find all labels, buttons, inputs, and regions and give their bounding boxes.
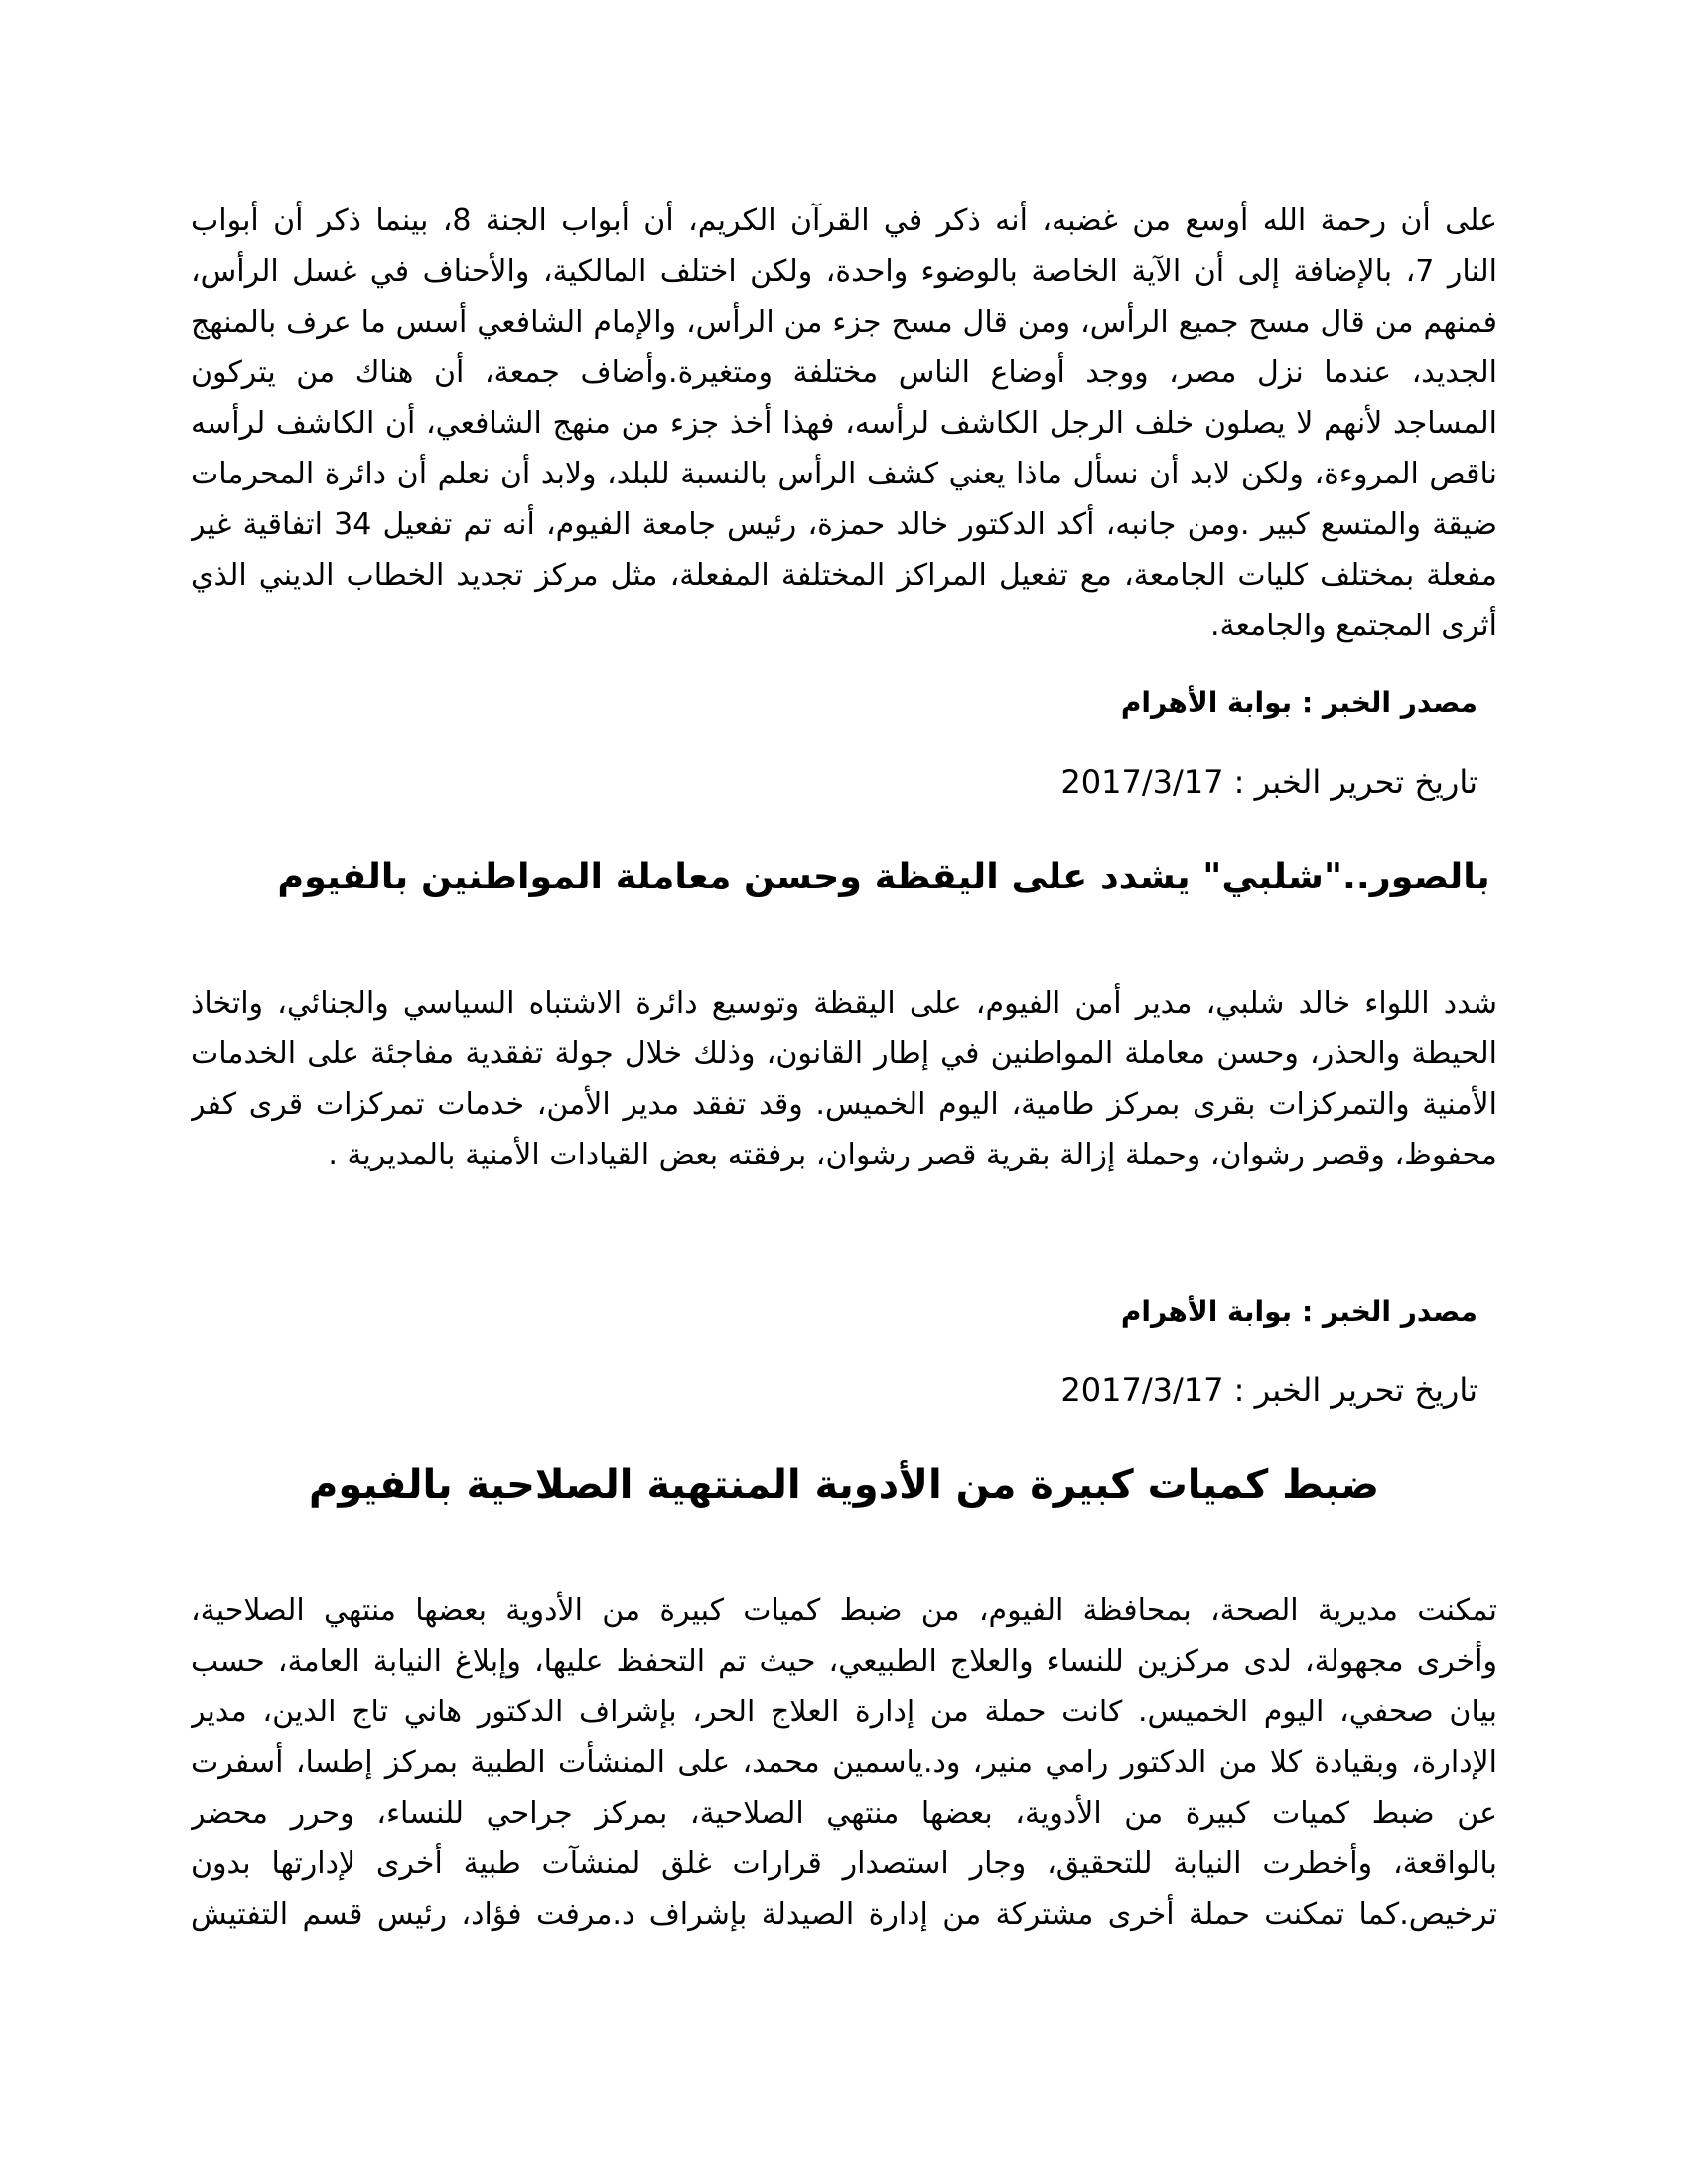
body-line: وأخرى مجهولة، لدى مركزين للنساء والعلاج الطبيعي، حيث تم التحفظ عليها، وإبلاغ النيابة العامة، حسب	[191, 1644, 1497, 1679]
body-line: فمنهم من قال مسح جميع الرأس، ومن قال مسح جزء من الرأس، والإمام الشافعي أسس ما عرف بالمنهج	[191, 305, 1497, 340]
body-line: عن ضبط كميات كبيرة من الأدوية، بعضها منتهي الصلاحية، بمركز جراحي للنساء، وحرر محضر	[191, 1796, 1497, 1831]
body-line: المساجد لأنهم لا يصلون خلف الرجل الكاشف لرأسه، فهذا أخذ جزء من منهج الشافعي، أن الكاشف لرأسه	[191, 406, 1497, 441]
news-source-line: مصدر الخبر : بوابة الأهرام	[1120, 686, 1477, 719]
article-body	[191, 978, 1497, 1180]
body-line: ضيقة والمتسع كبير .ومن جانبه، أكد الدكتور خالد حمزة، رئيس جامعة الفيوم، أنه تم تفعيل 34 اتفاقية غير	[191, 507, 1497, 542]
body-line: مفعلة بمختلف كليات الجامعة، مع تفعيل المراكز المختلفة المفعلة، مثل مركز تجديد الخطاب الديني الذي	[191, 558, 1497, 593]
body-line: أثرى المجتمع والجامعة.	[1210, 609, 1497, 643]
body-line: النار 7، بالإضافة إلى أن الآية الخاصة بالوضوء واحدة، ولكن اختلف المالكية، والأحناف في غسل الرأس،	[191, 254, 1497, 289]
body-line: الحيطة والحذر، وحسن معاملة المواطنين في إطار القانون، وذلك خلال جولة تفقدية مفاجئة على الخدمات	[191, 1036, 1497, 1071]
article-body	[191, 196, 1497, 651]
body-line: على أن رحمة الله أوسع من غضبه، أنه ذكر في القرآن الكريم، أن أبواب الجنة 8، بينما ذكر أن أبواب	[191, 204, 1497, 238]
article-body	[191, 1585, 1497, 1940]
article-headline: ضبط كميات كبيرة من الأدوية المنتهية الصلاحية بالفيوم	[309, 1462, 1379, 1508]
body-line: الإدارة، وبقيادة كلا من الدكتور رامي منير، ود.ياسمين محمد، على المنشأت الطبية بمركز إطسا، أسفرت	[191, 1745, 1497, 1780]
body-line: بالواقعة، وأخطرت النيابة للتحقيق، وجار استصدار قرارات غلق لمنشآت طبية أخرى لإدارتها بدون	[191, 1846, 1497, 1881]
body-line: ناقص المروءة، ولكن لابد أن نسأل ماذا يعني كشف الرأس بالنسبة للبلد، ولابد أن نعلم أن دائرة المحرمات	[191, 457, 1497, 491]
body-line: تمكنت مديرية الصحة، بمحافظة الفيوم، من ضبط كميات كبيرة من الأدوية بعضها منتهي الصلاحية،	[191, 1593, 1497, 1628]
news-date-line: تاريخ تحرير الخبر : 2017/3/17	[1060, 763, 1477, 801]
body-line: شدد اللواء خالد شلبي، مدير أمن الفيوم، على اليقظة وتوسيع دائرة الاشتباه السياسي والجنائي، واتخاذ	[191, 986, 1497, 1021]
body-line: ترخيص.كما تمكنت حملة أخرى مشتركة من إدارة الصيدلة بإشراف د.مرفت فؤاد، رئيس قسم التفتيش	[191, 1897, 1497, 1932]
news-source-line: مصدر الخبر : بوابة الأهرام	[1120, 1296, 1477, 1328]
article-headline: بالصور.."شلبي" يشدد على اليقظة وحسن معاملة المواطنين بالفيوم	[277, 855, 1490, 897]
news-date-line: تاريخ تحرير الخبر : 2017/3/17	[1060, 1371, 1477, 1409]
body-line: الأمنية والتمركزات بقرى بمركز طامية، اليوم الخميس. وقد تفقد مدير الأمن، خدمات تمركزات قرى كفر	[191, 1087, 1497, 1122]
body-line: محفوظ، وقصر رشوان، وحملة إزالة بقرية قصر رشوان، برفقته بعض القيادات الأمنية بالمديرية .	[328, 1138, 1497, 1172]
body-line: الجديد، عندما نزل مصر، ووجد أوضاع الناس مختلفة ومتغيرة.وأضاف جمعة، أن هناك من يتركون	[191, 355, 1497, 390]
body-line: بيان صحفي، اليوم الخميس. كانت حملة من إدارة العلاج الحر، بإشراف الدكتور هاني تاج الدين، مدير	[191, 1695, 1497, 1729]
